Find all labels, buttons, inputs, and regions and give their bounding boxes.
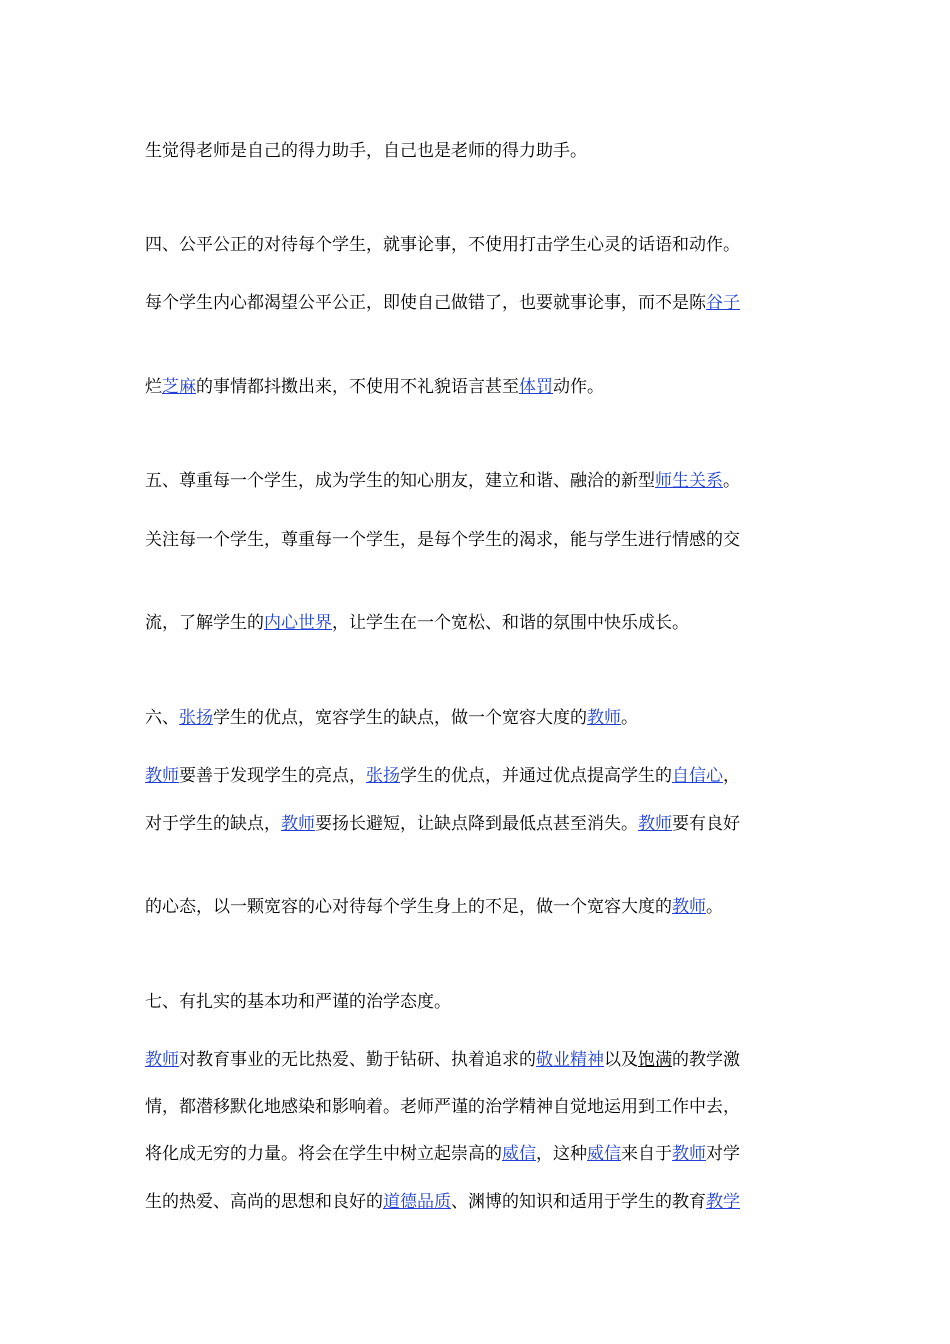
hyperlink[interactable]: 张扬 bbox=[366, 766, 400, 786]
text-run: 来自于 bbox=[621, 1144, 672, 1164]
hyperlink[interactable]: 自信心 bbox=[672, 766, 723, 786]
text-run: 的心态，以一颗宽容的心对待每个学生身上的不足，做一个宽容大度的 bbox=[145, 897, 672, 917]
text-line bbox=[145, 612, 810, 634]
hyperlink[interactable]: 芝麻 bbox=[162, 377, 196, 397]
text-run: 烂 bbox=[145, 377, 162, 397]
text-run: 。 bbox=[723, 471, 740, 491]
text-line bbox=[145, 813, 810, 835]
text-run: 对于学生的缺点， bbox=[145, 814, 281, 834]
text-run: 五、尊重每一个学生，成为学生的知心朋友，建立和谐、融洽的新型 bbox=[145, 471, 655, 491]
text-line bbox=[145, 470, 810, 492]
hyperlink[interactable]: 教师 bbox=[672, 897, 706, 917]
text-run: 关注每一个学生，尊重每一个学生，是每个学生的渴求，能与学生进行情感的交 bbox=[145, 530, 740, 550]
text-line bbox=[145, 765, 810, 787]
text-run: ，这种 bbox=[536, 1144, 587, 1164]
text-run: ，让学生在一个宽松、和谐的氛围中快乐成长。 bbox=[332, 613, 689, 633]
hyperlink[interactable]: 道德品质 bbox=[383, 1192, 451, 1212]
text-run: 学生的优点，并通过优点提高学生的 bbox=[400, 766, 672, 786]
hyperlink[interactable]: 教师 bbox=[587, 708, 621, 728]
hyperlink[interactable]: 威信 bbox=[502, 1144, 536, 1164]
text-line bbox=[145, 292, 810, 314]
text-line bbox=[145, 1143, 810, 1165]
hyperlink[interactable]: 教师 bbox=[672, 1144, 706, 1164]
text-run: 对教育事业的无比热爱、勤于钻研、执着追求的 bbox=[179, 1050, 536, 1070]
text-run: 、渊博的知识和适用于学生的教育 bbox=[451, 1192, 706, 1212]
text-run: 对学 bbox=[706, 1144, 740, 1164]
text-line bbox=[145, 1049, 810, 1071]
text-run: 要有良好 bbox=[672, 814, 740, 834]
text-run: 四、公平公正的对待每个学生，就事论事，不使用打击学生心灵的话语和动作。 bbox=[145, 235, 740, 255]
hyperlink[interactable]: 教师 bbox=[638, 814, 672, 834]
text-line bbox=[145, 234, 810, 256]
hyperlink[interactable]: 体罚 bbox=[519, 377, 553, 397]
text-line bbox=[145, 1096, 810, 1118]
text-run: 以及 bbox=[604, 1050, 638, 1070]
text-run: 动作。 bbox=[553, 377, 604, 397]
text-line bbox=[145, 376, 810, 398]
hyperlink[interactable]: 威信 bbox=[587, 1144, 621, 1164]
text-run: 每个学生内心都渴望公平公正，即使自己做错了，也要就事论事，而不是陈 bbox=[145, 293, 706, 313]
hyperlink[interactable]: 谷子 bbox=[706, 293, 740, 313]
text-run: 。 bbox=[621, 708, 638, 728]
text-run: 的教学激 bbox=[672, 1050, 740, 1070]
text-run: 要善于发现学生的亮点， bbox=[179, 766, 366, 786]
hyperlink[interactable]: 师生关系 bbox=[655, 471, 723, 491]
hyperlink[interactable]: 内心世界 bbox=[264, 613, 332, 633]
text-run: 。 bbox=[706, 897, 723, 917]
hyperlink[interactable]: 教师 bbox=[145, 766, 179, 786]
text-run: 六、 bbox=[145, 708, 179, 728]
hyperlink[interactable]: 敬业精神 bbox=[536, 1050, 604, 1070]
underlined-text: 饱满 bbox=[638, 1050, 672, 1070]
text-run: 生的热爱、高尚的思想和良好的 bbox=[145, 1192, 383, 1212]
text-run: 情，都潜移默化地感染和影响着。老师严谨的治学精神自觉地运用到工作中去， bbox=[145, 1097, 740, 1117]
text-run: 流，了解学生的 bbox=[145, 613, 264, 633]
text-run: 七、有扎实的基本功和严谨的治学态度。 bbox=[145, 992, 451, 1012]
text-line bbox=[145, 1191, 810, 1213]
hyperlink[interactable]: 张扬 bbox=[179, 708, 213, 728]
text-run: 生觉得老师是自己的得力助手，自己也是老师的得力助手。 bbox=[145, 141, 587, 161]
text-line bbox=[145, 140, 810, 162]
text-line bbox=[145, 529, 810, 551]
text-line bbox=[145, 707, 810, 729]
text-line bbox=[145, 991, 810, 1013]
hyperlink[interactable]: 教学 bbox=[706, 1192, 740, 1212]
text-run: 学生的优点，宽容学生的缺点，做一个宽容大度的 bbox=[213, 708, 587, 728]
text-line bbox=[145, 896, 810, 918]
hyperlink[interactable]: 教师 bbox=[281, 814, 315, 834]
text-run: 的事情都抖擞出来，不使用不礼貌语言甚至 bbox=[196, 377, 519, 397]
text-run: ， bbox=[723, 766, 740, 786]
hyperlink[interactable]: 教师 bbox=[145, 1050, 179, 1070]
text-run: 将化成无穷的力量。将会在学生中树立起崇高的 bbox=[145, 1144, 502, 1164]
text-run: 要扬长避短，让缺点降到最低点甚至消失。 bbox=[315, 814, 638, 834]
